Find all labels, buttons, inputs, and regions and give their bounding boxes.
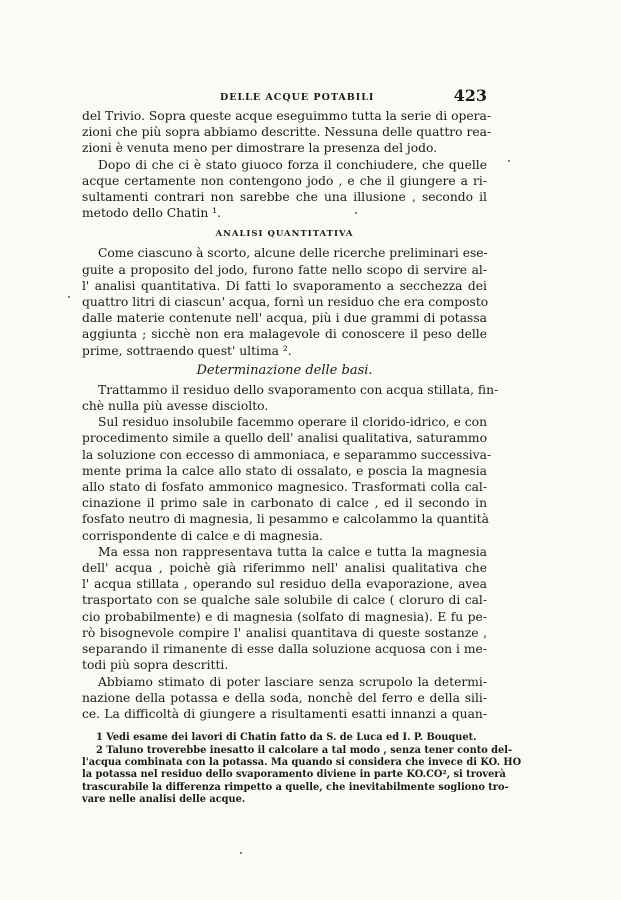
text-line: Abbiamo stimato di poter lasciare senza scrupolo la determi- <box>98 674 487 689</box>
text-line: zioni che più sopra abbiamo descritte. Nessuna delle quattro rea- <box>82 125 492 140</box>
footnote-line: trascurabile la differenza rimpetto a quelle, che inevitabilmente sogliono tro- <box>82 781 509 793</box>
text-line: Sul residuo insolubile facemmo operare il clorido-idrico, e con <box>98 415 487 430</box>
text-line: allo stato di fosfato ammonico magnesico. Trasformati colla cal- <box>82 480 487 495</box>
text-line: l' acqua stillata , operando sul residuo della evaporazione, avea <box>82 577 487 592</box>
footnote-line: la potassa nel residuo dello svaporamento diviene in parte KO.CO², si troverà <box>82 769 506 781</box>
paragraph-4 <box>82 382 499 414</box>
text-line: la soluzione con eccesso di ammoniaca, e separammo successiva- <box>82 447 492 462</box>
page-number: 423 <box>453 86 487 105</box>
book-page <box>82 86 522 807</box>
text-line: prime, sottraendo quest' ultima ². <box>82 343 292 358</box>
text-line: guite a proposito del jodo, furono fatte nello scopo di servire al- <box>82 262 487 277</box>
text-line: dalle materie contenute nell' acqua, più i due grammi di potassa <box>82 311 487 326</box>
footnote-2: 2 Taluno troverebbe inesatto il calcolare a tal modo , senza tener conto del- <box>96 744 513 756</box>
text-line: cio probabilmente) e di magnesia (solfato di magnesia). E fu pe- <box>82 609 487 624</box>
section-title: ANALISI QUANTITATIVA <box>215 229 354 240</box>
paragraph-3 <box>82 245 487 358</box>
text-line: separando il rimanente di esse dalla soluzione acquosa con i me- <box>82 642 487 657</box>
text-line: sultamenti contrari non sarebbe che una illusione , secondo il <box>82 190 487 205</box>
paragraph-2 <box>82 157 487 222</box>
text-line: mente prima la calce allo stato di ossalato, e poscia la magnesia <box>82 463 487 478</box>
text-line: quattro litri di ciascun' acqua, fornì un residuo che era composto <box>82 295 489 310</box>
paragraph-6 <box>82 544 487 674</box>
text-line: Ma essa non rappresentava tutta la calce e tutta la magnesia <box>98 544 487 559</box>
subsection-title: Determinazione delle basi. <box>196 362 373 378</box>
text-line: zioni è venuta meno per dimostrare la presenza del jodo. <box>82 141 438 156</box>
running-head-title: DELLE ACQUE POTABILI <box>220 92 375 103</box>
text-line: del Trivio. Sopra queste acque eseguimmo tutta la serie di opera- <box>82 109 492 123</box>
footnote-1: 1 Vedi esame dei lavori di Chatin fatto da S. de Luca ed I. P. Bouquet. <box>96 732 477 744</box>
paragraph-1 <box>82 108 492 157</box>
text-line: chè nulla più avesse disciolto. <box>82 399 269 414</box>
footnote-line: l'acqua combinata con la potassa. Ma quando si considera che invece di KO. HO <box>82 756 522 768</box>
paragraph-5 <box>82 414 492 544</box>
text-line: procedimento simile a quello dell' analisi qualitativa, saturammo <box>82 431 487 446</box>
text-line: corrispondente di calce e di magnesia. <box>82 528 324 543</box>
text-line: ce. La difficoltà di giungere a risultamenti esatti innanzi a quan- <box>82 706 487 721</box>
text-line: dell' acqua , poichè già riferimmo nell' analisi qualitativa che <box>82 561 487 576</box>
text-line: Trattammo il residuo dello svaporamento con acqua stillata, fin- <box>98 382 499 397</box>
text-line: rò bisognevole compire l' analisi quantitava di queste sostanze , <box>82 625 487 640</box>
paragraph-7 <box>82 674 487 723</box>
text-line: Dopo di che ci è stato giuoco forza il conchiudere, che quelle <box>98 157 487 172</box>
text-line: trasportato con se qualche sale solubile di calce ( cloruro di cal- <box>82 593 487 608</box>
paper-speck <box>355 212 357 214</box>
text-line: acque certamente non contengono jodo , e che il giungere a ri- <box>82 173 487 188</box>
text-line: fosfato neutro di magnesia, li pesammo e calcolammo la quantità <box>82 512 489 527</box>
text-line: aggiunta ; sicchè non era malagevole di conoscere il peso delle <box>82 327 487 342</box>
paper-speck <box>68 296 70 298</box>
text-line: l' analisi quantitativa. Di fatti lo svaporamento a secchezza dei <box>82 278 487 293</box>
running-head <box>82 86 487 108</box>
paper-speck <box>240 852 242 854</box>
text-line: nazione della potassa e della soda, nonchè del ferro e della sili- <box>82 690 487 705</box>
text-line: Come ciascuno à scorto, alcune delle ricerche preliminari ese- <box>98 246 488 261</box>
footnotes <box>82 732 522 806</box>
paper-speck <box>508 160 510 162</box>
text-line: todi più sopra descritti. <box>82 658 229 673</box>
footnote-line: vare nelle analisi delle acque. <box>82 794 246 806</box>
text-line: metodo dello Chatin ¹. <box>82 206 221 221</box>
text-line: cinazione il primo sale in carbonato di calce , ed il secondo in <box>82 496 487 511</box>
